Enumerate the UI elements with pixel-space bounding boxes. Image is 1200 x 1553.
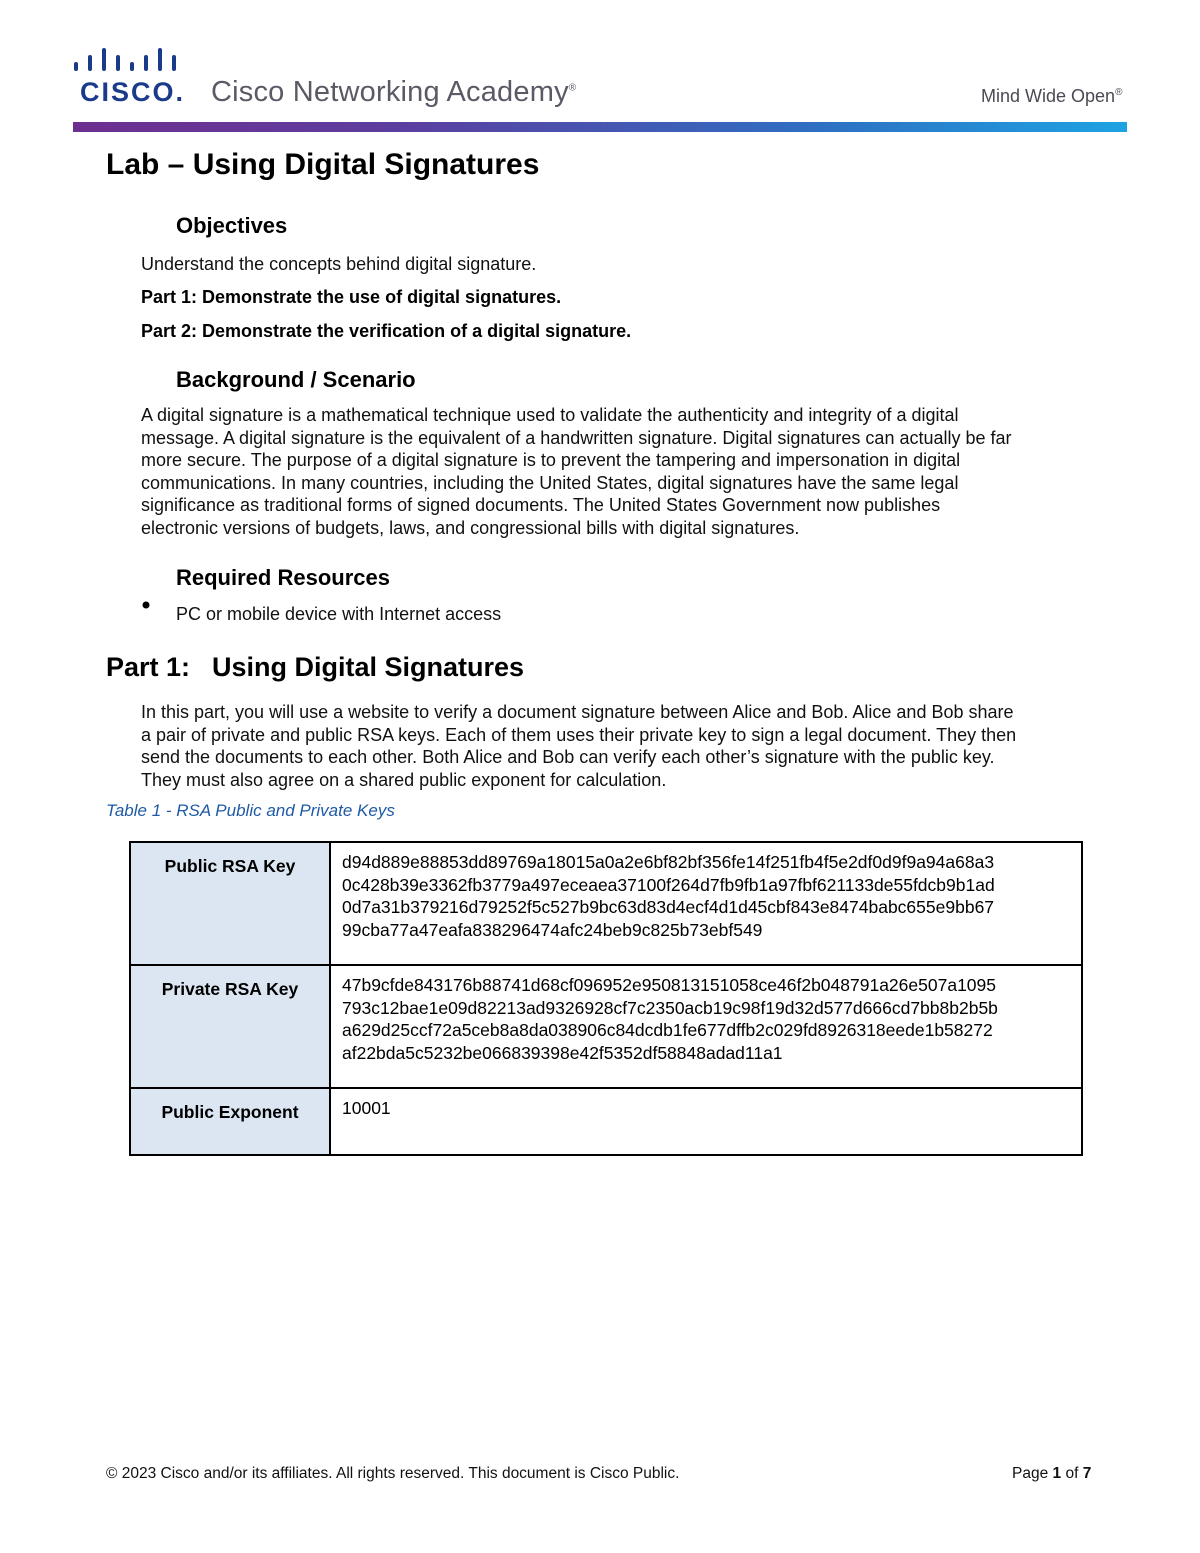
part1-line: a pair of private and public RSA keys. Each of them uses their private key to sign a legal document. They then [141,724,1017,745]
background-line: electronic versions of budgets, laws, and congressional bills with digital signatures. [141,517,800,538]
table-row [130,842,1082,965]
background-line: message. A digital signature is the equivalent of a handwritten signature. Digital signatures can actually be far [141,427,1012,448]
objective-part-2: Part 2: Demonstrate the verification of a digital signature. [141,321,632,341]
key-line: 0c428b39e3362fb3779a497eceaea37100f264d7fb9fb1a97fbf621133de55fdcb9b1ad [342,874,995,895]
row-label-public-exponent: Public Exponent [130,1088,330,1155]
part1-line: send the documents to each other. Both Alice and Bob can verify each other’s signature with the public key. [141,747,995,768]
row-label-public-key: Public RSA Key [130,842,330,965]
key-line: d94d889e88853dd89769a18015a0a2e6bf82bf356fe14f251fb4f5e2df0d9f9a94a68a3 [342,852,995,872]
resources-heading: Required Resources [176,565,390,590]
table-caption: Table 1 - RSA Public and Private Keys [106,801,395,820]
background-heading: Background / Scenario [176,367,416,392]
part1-paragraph [141,701,1106,791]
table-row [130,965,1082,1088]
part1-number: Part 1: [106,652,191,682]
cisco-logo-wordmark: CISCO. [80,77,186,107]
page-total: 7 [1082,1465,1092,1482]
background-paragraph [141,404,1101,540]
page-number [1012,1465,1091,1483]
key-line: a629d25ccf72a5ceb8a8da038906c84dcdb1fe677dffb2c029fd8926318eede1b58272 [342,1020,993,1041]
tagline: Mind Wide Open® [981,86,1123,106]
cisco-logo-bars-icon [72,46,182,76]
key-line: 0d7a31b379216d79252f5c527b9bc63d83d4ecf4d1d45cbf843e8474babc655e9bb67 [342,897,995,918]
bullet-icon [141,600,151,610]
objectives-intro: Understand the concepts behind digital signature. [141,254,537,274]
page-current: 1 [1052,1465,1062,1482]
page-prefix: Page [1012,1465,1049,1482]
copyright-notice: © 2023 Cisco and/or its affiliates. All rights reserved. This document is Cisco Public. [106,1465,680,1482]
table-row [130,1088,1082,1155]
key-line: 47b9cfde843176b88741d68cf096952e950813151058ce46f2b048791a26e507a1095 [342,975,996,995]
header-gradient-bar [73,122,1127,132]
key-line: 10001 [342,1098,391,1118]
resource-item: PC or mobile device with Internet access [176,604,502,624]
part1-line: They must also agree on a shared public exponent for calculation. [141,769,667,790]
background-line: significance as traditional forms of signed documents. The United States Government now publishes [141,495,941,516]
public-exponent-value [330,1088,1082,1155]
part1-heading: Using Digital Signatures [212,652,525,682]
page-of: of [1065,1465,1079,1482]
key-line: 99cba77a47eafa838296474afc24beb9c825b73ebf549 [342,919,763,940]
rsa-keys-table [129,841,1083,1156]
brand-title: Cisco Networking Academy® [211,76,577,108]
page-title: Lab – Using Digital Signatures [106,148,540,181]
objectives-heading: Objectives [176,213,288,238]
background-line: communications. In many countries, including the United States, digital signatures have the same legal [141,472,959,493]
private-key-value [330,965,1082,1088]
row-label-private-key: Private RSA Key [130,965,330,1088]
objective-part-1: Part 1: Demonstrate the use of digital signatures. [141,287,562,307]
public-key-value [330,842,1082,965]
key-line: 793c12bae1e09d82213ad9326928cf7c2350acb19c98f19d32d577d666cd7bb8b2b5b [342,997,998,1018]
background-line: A digital signature is a mathematical technique used to validate the authenticity and integrity of a digital [141,405,959,425]
background-line: more secure. The purpose of a digital signature is to prevent the tampering and impersonation in digital [141,450,961,471]
part1-line: In this part, you will use a website to verify a document signature between Alice and Bob. Alice and Bob share [141,702,1014,722]
key-line: af22bda5c5232be066839398e42f5352df58848adad11a1 [342,1042,783,1063]
